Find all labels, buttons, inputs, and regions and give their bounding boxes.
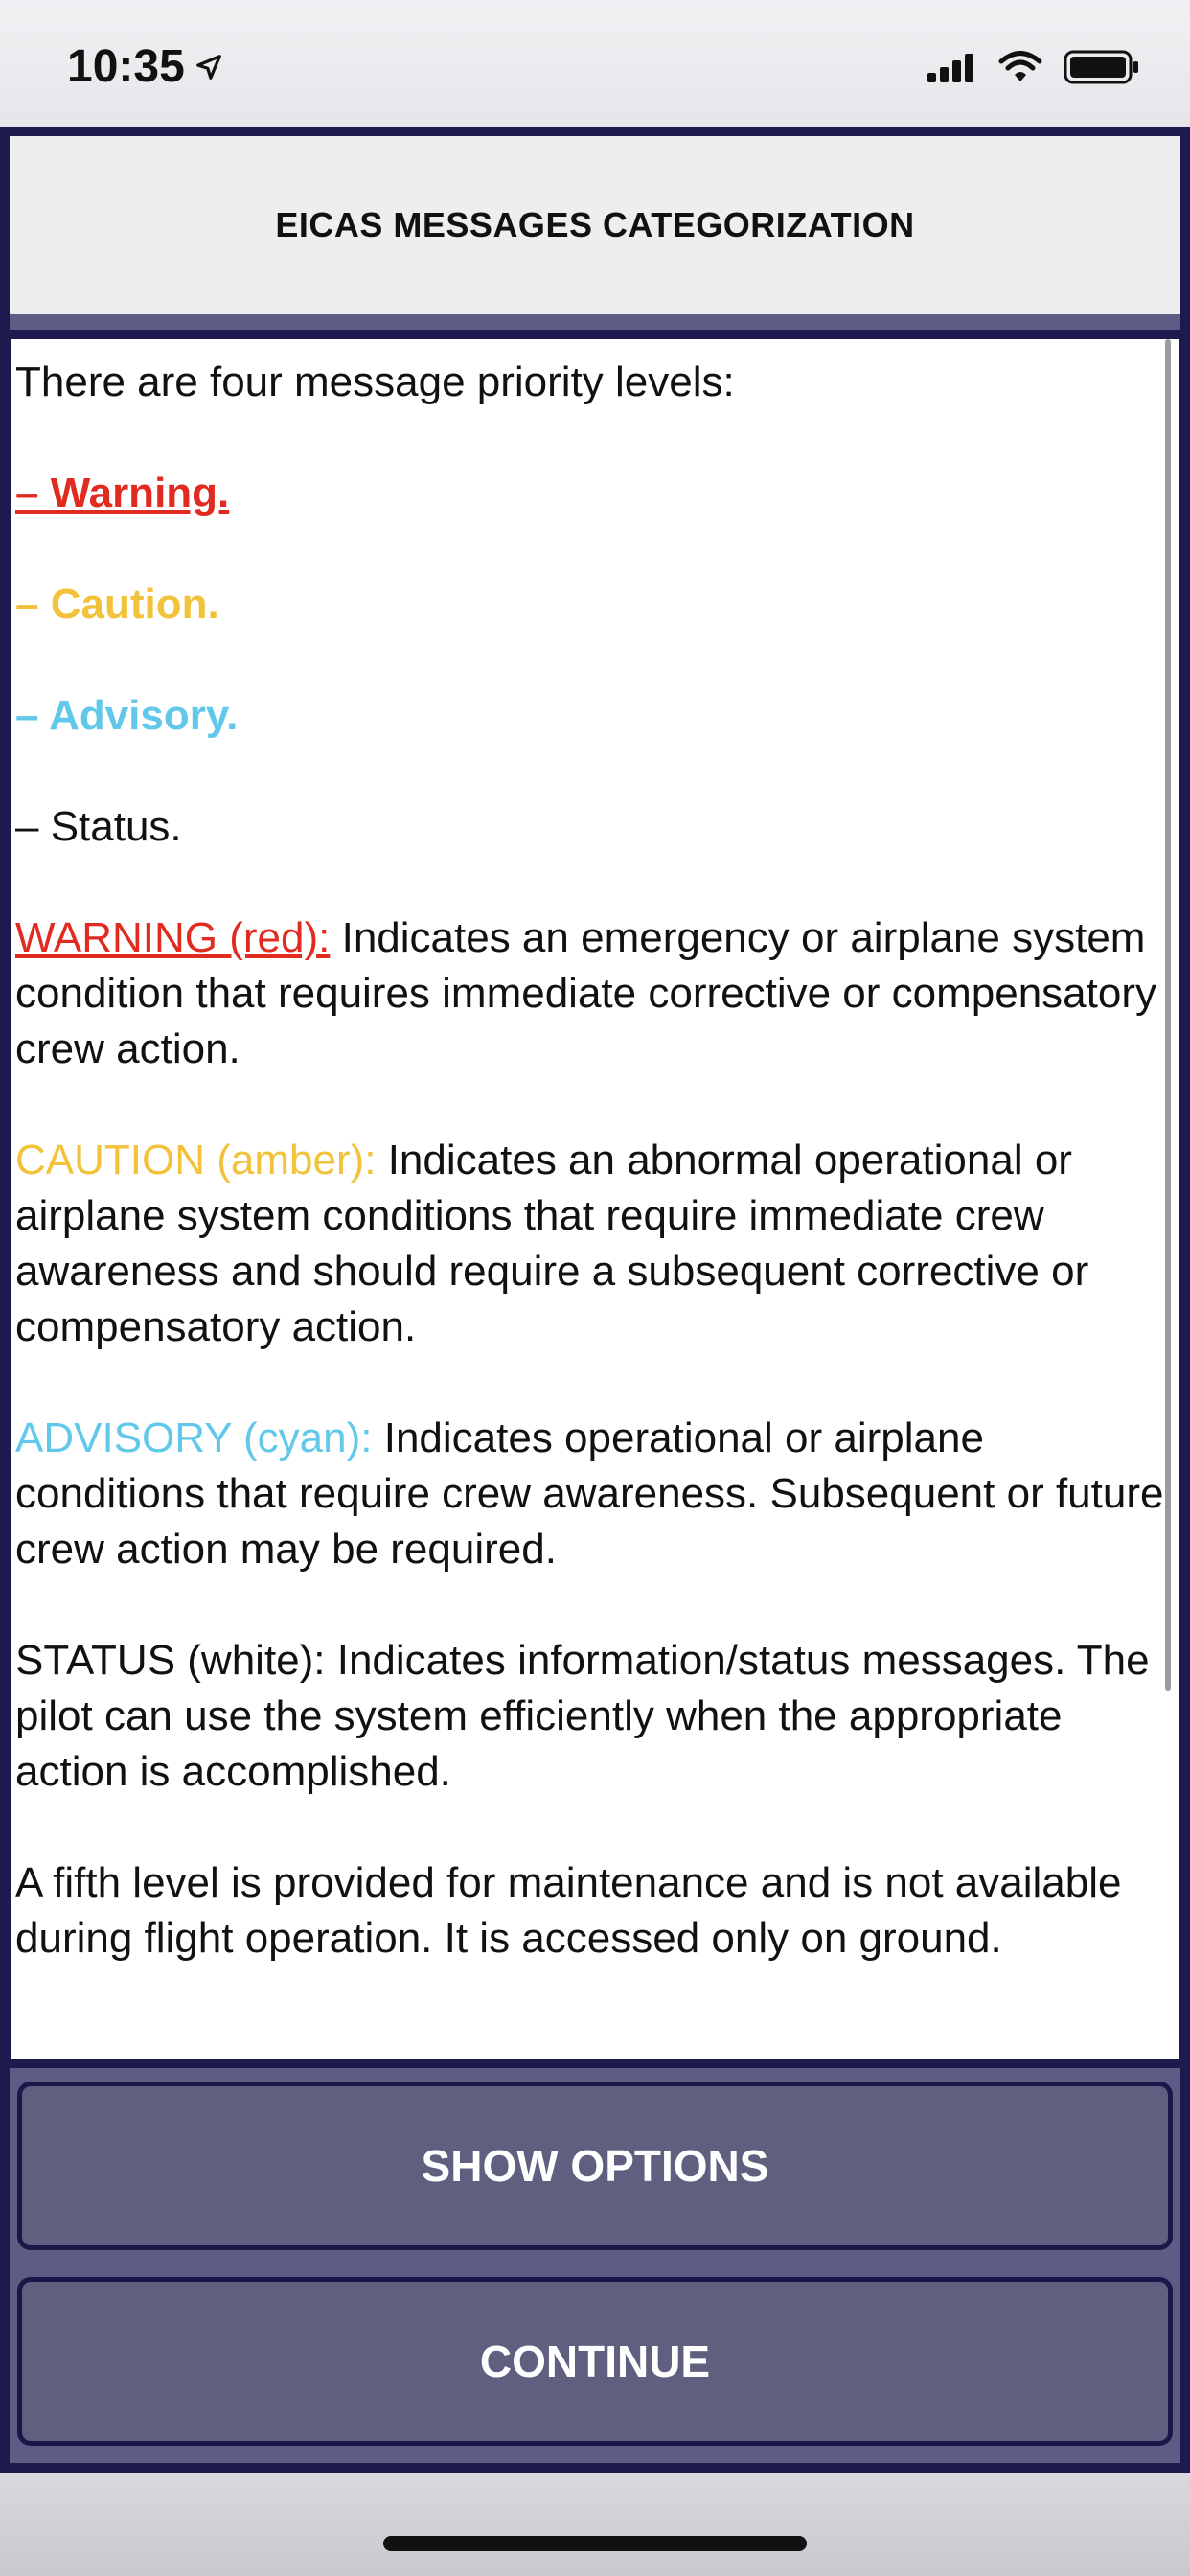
wifi-icon	[998, 51, 1042, 88]
header-divider	[10, 314, 1180, 330]
caution-text: Indicates an abnormal operational or airplane system conditions that require immediate crew awareness and should require a subsequent corrective or compensatory action.	[15, 1137, 1089, 1350]
caution-label: CAUTION (amber):	[15, 1137, 377, 1184]
status-time	[67, 40, 223, 93]
location-arrow-icon	[195, 40, 223, 93]
home-indicator-area	[0, 2472, 1190, 2576]
level-warning: – Warning.	[15, 470, 230, 517]
level-advisory: – Advisory.	[15, 692, 239, 739]
warning-definition	[15, 910, 1173, 1077]
content-panel[interactable]	[11, 339, 1179, 2058]
caution-definition	[15, 1133, 1173, 1355]
intro-text: There are four message priority levels:	[15, 358, 735, 405]
page-title: EICAS MESSAGES CATEGORIZATION	[275, 205, 915, 244]
warning-label: WARNING (red):	[15, 914, 331, 961]
status-bar	[0, 0, 1190, 126]
continue-button[interactable]: CONTINUE	[17, 2277, 1173, 2446]
scrollbar[interactable]	[1165, 339, 1171, 1690]
level-status: – Status.	[15, 803, 182, 850]
show-options-button[interactable]: SHOW OPTIONS	[17, 2082, 1173, 2250]
app-frame	[0, 126, 1190, 2472]
advisory-text: Indicates operational or airplane conditions that require crew awareness. Subsequent or future crew action may be required.	[15, 1414, 1164, 1573]
fifth-level-text: A fifth level is provided for maintenance and is not available during flight operation. It is accessed only on ground.	[15, 1859, 1122, 1962]
status-icons	[927, 50, 1140, 89]
cellular-signal-icon	[927, 52, 977, 87]
warning-text: Indicates an emergency or airplane system condition that requires immediate corrective or compensatory crew action.	[15, 914, 1156, 1072]
status-definition: STATUS (white): Indicates information/status messages. The pilot can use the system efficiently when the appropriate action is accomplished.	[15, 1637, 1150, 1795]
level-caution: – Caution.	[15, 581, 219, 628]
advisory-definition	[15, 1411, 1173, 1577]
home-indicator[interactable]	[383, 2536, 807, 2551]
battery-icon	[1064, 50, 1140, 89]
header	[10, 136, 1180, 314]
clock-label: 10:35	[67, 41, 185, 92]
advisory-label: ADVISORY (cyan):	[15, 1414, 373, 1461]
